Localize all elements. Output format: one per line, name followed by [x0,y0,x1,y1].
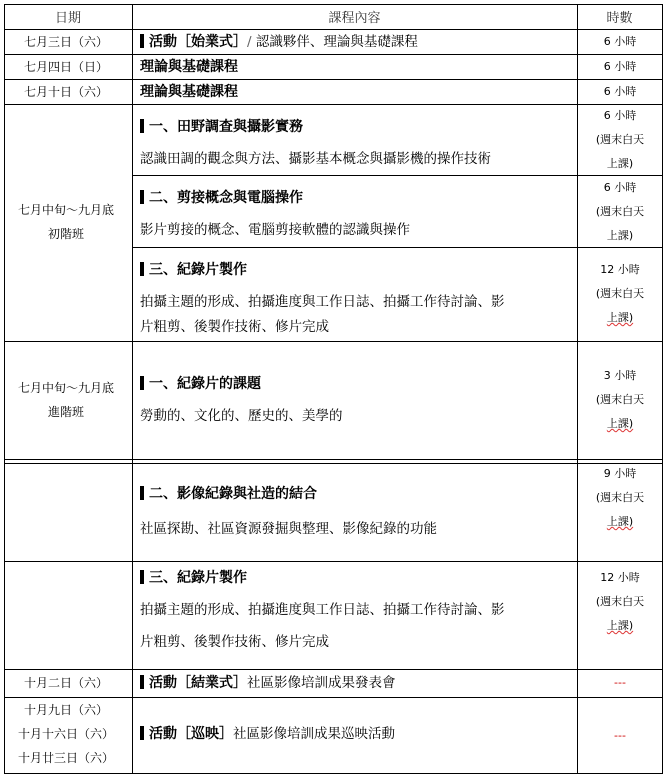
course-description: 認識田調的觀念與方法、攝影基本概念與攝影機的操作技術 [140,151,491,167]
hours-value: 6 小時 [603,109,637,122]
hours-value: 9 小時 [603,467,637,480]
course-title: 二、剪接概念與電腦操作 [149,190,303,206]
course-title: 理論與基礎課程 [140,84,238,100]
bullet-marker [140,119,144,133]
hours-value: 12 小時 [600,571,640,584]
hours-cell [578,104,662,176]
date-cell: 七月十日（六） [23,85,108,99]
content-cell [140,55,574,80]
course-description: 拍攝主題的形成、拍攝進度與工作日誌、拍攝工作待討論、影 [140,602,505,618]
hours-note: (週末白天 [595,205,645,218]
hours-cell [578,258,662,330]
tour-dates [4,698,128,770]
hours-value: 12 小時 [600,263,640,276]
course-title: 三、紀錄片製作 [149,262,247,278]
hours-note: 上課) [606,311,634,324]
activity-text: 認識夥伴、理論與基礎課程 [255,34,418,50]
row-divider [4,341,663,342]
hours-note: (週末白天 [595,595,645,608]
date-line: 十月十六日（六） [17,727,114,741]
bullet-marker [140,486,144,500]
date-line: 十月廿三日（六） [17,751,114,765]
beginner-date [4,198,128,246]
content-cell [140,372,574,429]
content-cell [140,115,574,172]
header-content: 課程內容 [328,11,381,26]
content-cell [140,80,574,105]
hours-note: (週末白天 [595,287,645,300]
course-description: 拍攝主題的形成、拍攝進度與工作日誌、拍攝工作待討論、影 [140,294,505,310]
activity-title: 活動［結業式］ [149,675,247,691]
bullet-marker [140,726,144,740]
class-level: 進階班 [47,405,84,419]
hours-cell [578,462,662,534]
row-divider [4,463,663,464]
separator: / [247,34,256,50]
course-description: 勞動的、文化的、歷史的、美學的 [140,408,343,424]
bullet-marker [140,34,144,48]
activity-title: 活動［始業式］ [149,34,247,50]
table-border-top [4,4,663,5]
content-cell [140,186,574,243]
date-cell: 十月二日（六） [23,676,108,690]
advanced-date [4,376,128,424]
bullet-marker [140,190,144,204]
hours-note: 上課) [606,229,634,242]
row-divider [4,561,663,562]
hours-note: (週末白天 [595,393,645,406]
activity-text: 社區影像培訓成果巡映活動 [233,726,395,742]
date-cell: 七月四日（日） [23,60,108,74]
hours-value: 6 小時 [603,181,637,194]
hours-note: (週末白天 [595,133,645,146]
hours-note: 上課) [606,619,634,632]
hours-cell: --- [614,676,626,689]
content-cell [140,671,574,696]
content-cell [140,722,574,747]
course-description-cont: 片粗剪、後製作技術、修片完成 [140,319,329,335]
content-cell [140,30,574,55]
row-divider [4,459,663,460]
hours-cell: 6 小時 [603,85,637,98]
hours-note: 上課) [606,157,634,170]
date-cell: 七月三日（六） [23,35,108,49]
hours-cell: 6 小時 [603,35,637,48]
hours-note: (週末白天 [595,491,645,504]
bullet-marker [140,570,144,584]
date-line: 十月九日（六） [23,703,108,717]
row-divider [4,669,663,670]
hours-note: 上課) [606,417,634,430]
date-range: 七月中旬～九月底 [17,381,114,395]
hours-note: 上課) [606,515,634,528]
content-cell [140,482,574,542]
header-date: 日期 [54,11,81,26]
bullet-marker [140,262,144,276]
hours-value: 3 小時 [603,369,637,382]
bullet-marker [140,675,144,689]
course-description: 社區探勘、社區資源發掘與整理、影像紀錄的功能 [140,521,437,537]
course-title: 三、紀錄片製作 [149,570,247,586]
hours-cell [578,364,662,436]
course-title: 一、紀錄片的課題 [149,376,261,392]
table-border-right [662,4,663,773]
bullet-marker [140,376,144,390]
hours-cell [578,176,662,248]
header-hours: 時數 [606,11,633,26]
hours-cell: --- [614,729,626,742]
activity-title: 活動［巡映］ [149,726,233,742]
date-range: 七月中旬～九月底 [17,203,114,217]
content-cell [140,258,574,340]
content-cell [140,566,574,655]
course-description-cont: 片粗剪、後製作技術、修片完成 [140,634,329,650]
course-description: 影片剪接的概念、電腦剪接軟體的認識與操作 [140,222,410,238]
course-title: 一、田野調查與攝影實務 [149,119,303,135]
class-level: 初階班 [47,227,84,241]
activity-text: 社區影像培訓成果發表會 [247,675,396,691]
course-title: 二、影像紀錄與社造的結合 [149,486,317,502]
column-divider-date [132,4,133,773]
hours-cell [578,566,662,638]
table-border-bottom [4,773,663,774]
hours-cell: 6 小時 [603,60,637,73]
course-title: 理論與基礎課程 [140,59,238,75]
